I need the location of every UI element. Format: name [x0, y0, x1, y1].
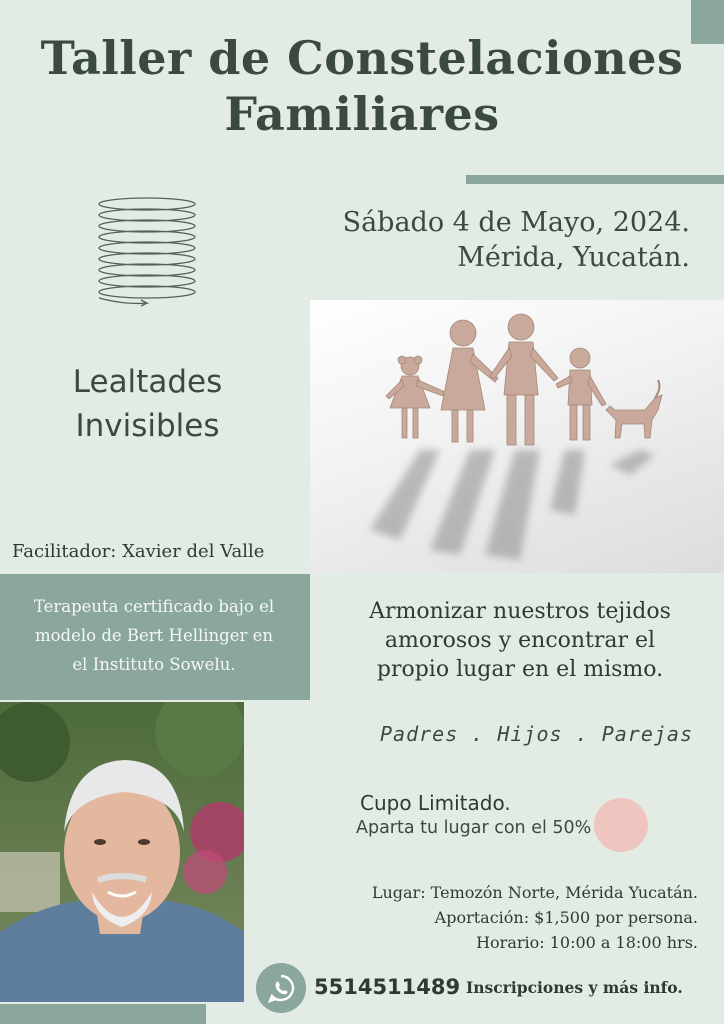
- event-date: Sábado 4 de Mayo, 2024.: [342, 207, 690, 238]
- bottom-decoration-bar: [0, 1004, 206, 1024]
- event-price: Aportación: $1,500 por persona.: [434, 908, 698, 927]
- event-details: [238, 880, 698, 955]
- facilitator-photo: [0, 702, 244, 1002]
- contact-label: Inscripciones y más info.: [466, 978, 683, 997]
- contact-phone[interactable]: 5514511489: [314, 975, 461, 999]
- spiral-icon: [95, 193, 200, 308]
- event-place: Lugar: Temozón Norte, Mérida Yucatán.: [371, 883, 698, 902]
- facilitator-name: Facilitador: Xavier del Valle: [12, 541, 265, 562]
- title-line-1: Taller de Constelaciones: [40, 31, 684, 85]
- event-date-location: [310, 205, 690, 275]
- target-audience: Padres . Hijos . Parejas: [380, 722, 693, 746]
- subtitle-line-1: Lealtades: [72, 364, 223, 400]
- reserve-text: Aparta tu lugar con el: [356, 818, 553, 838]
- whatsapp-button[interactable]: [256, 963, 306, 1013]
- tagline-line-2: amorosos y encontrar el: [384, 628, 656, 653]
- reserve-percent: 50%: [552, 818, 592, 838]
- tagline-line-1: Armonizar nuestros tejidos: [369, 599, 671, 624]
- title-line-2: Familiares: [224, 87, 500, 141]
- family-cutout-illustration: [310, 300, 724, 573]
- title-underline-bar: [466, 175, 724, 184]
- facilitator-portrait-illustration: [0, 702, 244, 1002]
- bio-line-1: Terapeuta certificado bajo el: [33, 597, 275, 616]
- workshop-subtitle: [30, 360, 265, 448]
- corner-decoration: [691, 0, 724, 44]
- bio-line-2: modelo de Bert Hellinger en: [34, 626, 274, 645]
- reserve-notice: [356, 815, 696, 841]
- workshop-tagline: [330, 597, 710, 684]
- whatsapp-icon: [266, 973, 296, 1003]
- subtitle-line-2: Invisibles: [75, 408, 220, 444]
- bio-line-3: el Instituto Sowelu.: [72, 655, 236, 674]
- page-title: [40, 30, 684, 142]
- event-hours: Horario: 10:00 a 18:00 hrs.: [476, 933, 698, 952]
- family-paper-cutout-photo: [310, 300, 724, 573]
- facilitator-bio: [4, 592, 304, 679]
- limited-spots-notice: Cupo Limitado.: [360, 791, 511, 815]
- tagline-line-3: propio lugar en el mismo.: [376, 657, 664, 682]
- event-city: Mérida, Yucatán.: [457, 242, 690, 273]
